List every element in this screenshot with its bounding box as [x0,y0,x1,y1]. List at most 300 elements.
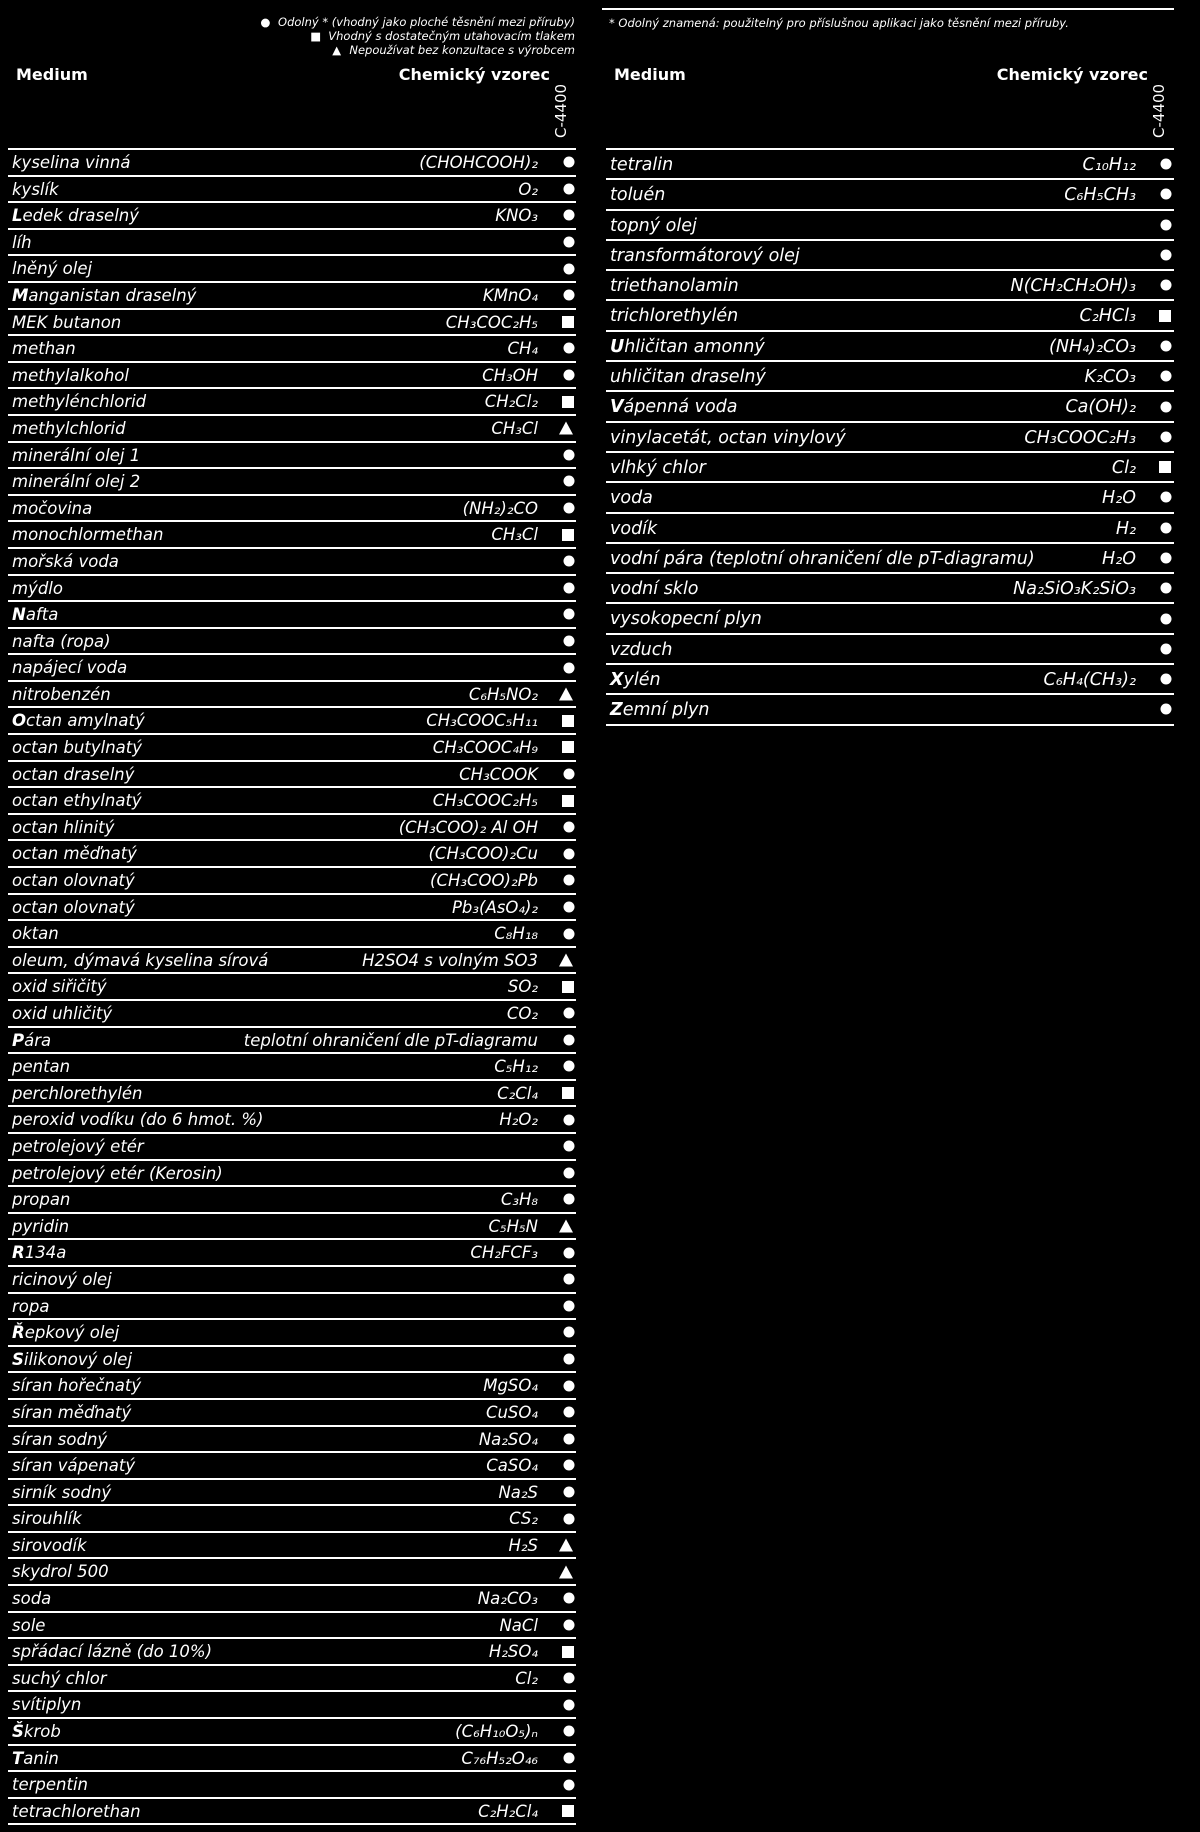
suitable-square-icon [562,795,574,807]
chemical-formula: SO₂ [507,977,538,997]
chemical-formula: C₂Cl₄ [497,1083,538,1103]
medium-name [12,1134,144,1160]
chemical-formula: H₂O [1102,548,1136,569]
medium-text: napájecí voda [12,658,128,678]
medium-text: hličitan amonný [624,336,765,357]
medium-text: toluén [610,185,666,206]
resistant-circle-icon [564,1433,575,1444]
medium-text: petrolejový etér (Kerosin) [12,1163,223,1183]
table-row [606,695,1174,725]
suitable-square-icon [562,396,574,408]
table-row [8,1772,576,1799]
circle-icon [564,210,575,221]
medium-name [610,362,766,392]
initial-letter: T [12,1748,24,1768]
medium-text: octan olovnatý [12,871,135,891]
table-row [8,895,576,922]
medium-name [12,1347,132,1373]
initial-letter: N [12,605,26,625]
medium-text: peroxid vodíku (do 6 hmot. %) [12,1110,264,1130]
medium-text: sole [12,1615,46,1635]
medium-text: tetralin [610,155,674,175]
square-icon [562,795,574,807]
consult-triangle-icon [559,1565,573,1578]
medium-name [12,389,146,415]
table-row [606,635,1174,665]
table-row [8,416,576,443]
chemical-formula: CH₃COOK [459,764,538,784]
medium-text: octan hlinitý [12,817,115,837]
circle-icon [564,556,575,567]
circle-icon [564,1034,575,1045]
resistant-circle-icon [564,1673,575,1684]
medium-text: anin [23,1748,59,1768]
medium-name [12,1161,223,1187]
medium-name [610,332,765,362]
chemical-formula: CH₃OH [482,365,538,385]
table-row [606,332,1174,362]
table-row [606,211,1174,241]
chemical-formula: Na₂SiO₃K₂SiO₃ [1013,579,1136,600]
initial-letter: Z [610,700,623,721]
medium-text: ápenná voda [623,397,738,418]
table-row [8,1373,576,1400]
chemical-formula: (C₆H₁₀O₅)ₙ [455,1722,538,1742]
legend-item [140,43,575,57]
medium-name [12,655,127,681]
triangle-icon [559,688,573,701]
circle-icon [564,848,575,859]
medium-name [610,453,706,483]
table-row [606,574,1174,604]
resistant-circle-icon [564,370,575,381]
table-row [8,1054,576,1081]
medium-name [12,1506,82,1532]
medium-name [12,1799,141,1825]
medium-text: soda [12,1589,52,1609]
medium-name [12,283,196,309]
resistant-circle-icon [564,1779,575,1790]
medium-name [610,150,673,180]
medium-text: kyslík [12,179,59,199]
triangle-icon [559,1565,573,1578]
medium-text: monochlormethan [12,525,164,545]
table-row [8,389,576,416]
medium-name [12,1294,49,1320]
resistant-circle-icon [564,928,575,939]
initial-letter: V [610,397,624,418]
suitable-square-icon [1159,461,1171,473]
resistant-circle-icon [1161,189,1172,200]
resistant-circle-icon [564,662,575,673]
consult-triangle-icon [559,954,573,967]
medium-name [12,1480,111,1506]
circle-icon [564,1619,575,1630]
square-icon [562,715,574,727]
medium-name [12,1453,135,1479]
medium-name [12,1001,112,1027]
table-row [8,336,576,363]
circle-icon [564,1699,575,1710]
circle-icon [564,1167,575,1178]
medium-text: epkový olej [24,1323,120,1343]
medium-name [12,1373,141,1399]
header-medium: Medium [16,65,88,84]
resistant-circle-icon [564,1114,575,1125]
initial-letter: R [12,1243,25,1263]
medium-name [12,868,135,894]
resistant-circle-icon [564,1486,575,1497]
left-table [8,62,576,1825]
medium-text: octan olovnatý [12,897,135,917]
resistant-circle-icon [564,183,575,194]
medium-text: propan [12,1190,71,1210]
medium-name [12,443,140,469]
table-row [8,735,576,762]
medium-text: edek draselný [22,206,140,226]
table-row [8,1240,576,1267]
medium-text: MEK butanon [12,312,122,332]
square-icon [1159,461,1171,473]
medium-text: oleum, dýmavá kyselina sírová [12,950,269,970]
table-row [8,549,576,576]
chemical-formula: CS₂ [509,1509,538,1529]
resistant-circle-icon [564,503,575,514]
medium-name [12,948,268,974]
chemical-formula: NaCl [499,1615,538,1635]
chemical-formula: H₂SO₄ [488,1642,538,1662]
medium-name [12,921,59,947]
medium-text: nitrobenzén [12,684,111,704]
medium-text: sirovodík [12,1535,87,1555]
medium-text: mořská voda [12,551,119,571]
left-rows [8,150,576,1825]
medium-text: triethanolamin [610,276,739,297]
circle-icon [564,901,575,912]
medium-text: ropa [12,1296,50,1316]
resistant-circle-icon [564,263,575,274]
chemical-formula: C₅H₁₂ [494,1057,538,1077]
table-row [8,762,576,789]
circle-icon [564,928,575,939]
table-row [606,392,1174,422]
resistant-circle-icon [564,1699,575,1710]
medium-text: síran sodný [12,1429,108,1449]
medium-text: ilikonový olej [23,1349,133,1369]
initial-letter: X [610,670,624,691]
medium-name [610,241,800,271]
triangle-icon: ▲ [332,43,342,57]
table-row [606,423,1174,453]
chemical-formula: CuSO₄ [485,1402,538,1422]
table-row [606,180,1174,210]
resistant-circle-icon [1161,613,1172,624]
medium-text: sirouhlík [12,1509,82,1529]
table-row [8,629,576,656]
initial-letter: S [12,1349,24,1369]
table-row [8,256,576,283]
table-row [606,514,1174,544]
chemical-formula: CH₃COOC₄H₉ [432,738,538,758]
circle-icon [564,1779,575,1790]
medium-name [610,665,661,695]
table-row [8,1400,576,1427]
resistant-circle-icon [564,556,575,567]
medium-text: vysokopecní plyn [610,609,762,630]
medium-text: minerální olej 2 [12,472,141,492]
table-row [8,203,576,230]
circle-icon [564,1327,575,1338]
medium-name [12,1267,112,1293]
medium-name [12,150,130,176]
resistant-circle-icon [564,343,575,354]
table-row [8,921,576,948]
resistant-circle-icon [1161,431,1172,442]
table-row [8,1692,576,1719]
consult-triangle-icon [559,1220,573,1233]
circle-icon [1161,280,1172,291]
medium-name [12,230,32,256]
medium-name [12,1427,107,1453]
initial-letter: Š [12,1722,24,1742]
table-row [8,1799,576,1826]
resistant-circle-icon [1161,340,1172,351]
chemical-formula: CH₄ [507,339,538,359]
table-row [8,283,576,310]
legend-text: Nepoužívat bez konzultace s výrobcem [349,43,575,57]
header-formula: Chemický vzorec [398,65,550,84]
medium-name [610,392,738,422]
chemical-formula: C₂H₂Cl₄ [478,1801,538,1821]
square-icon [562,981,574,993]
circle-icon [564,476,575,487]
resistant-circle-icon [564,1354,575,1365]
medium-name [610,544,1035,574]
medium-name [12,735,142,761]
medium-text: voda [610,488,653,509]
table-row [8,1719,576,1746]
table-row [8,522,576,549]
medium-name [12,1187,70,1213]
circle-icon [564,1061,575,1072]
medium-text: vodík [610,518,658,539]
medium-name [12,1772,88,1798]
medium-text: líh [12,232,32,252]
header-product: C-4400 [551,83,570,139]
table-row [8,363,576,390]
medium-text: methylénchlorid [12,392,147,412]
circle-icon [1161,250,1172,261]
chemical-formula: C₂HCl₃ [1079,306,1136,327]
circle-icon [564,1486,575,1497]
table-row [606,241,1174,271]
medium-name [12,496,92,522]
table-row [8,841,576,868]
square-icon [562,1805,574,1817]
medium-text: pyridin [12,1216,70,1236]
triangle-icon [559,1539,573,1552]
medium-text: síran vápenatý [12,1456,136,1476]
medium-text: vodní sklo [610,579,699,600]
circle-icon [1161,643,1172,654]
resistant-circle-icon [564,449,575,460]
table-row [606,362,1174,392]
resistant-circle-icon [564,237,575,248]
triangle-icon [559,422,573,435]
medium-name [12,1400,131,1426]
medium-name [12,416,126,442]
medium-text: svítiplyn [12,1695,82,1715]
resistant-circle-icon [564,476,575,487]
medium-text: methylchlorid [12,418,126,438]
resistant-circle-icon [564,1327,575,1338]
table-row [8,1480,576,1507]
chemical-formula: CH₃COOC₂H₅ [432,791,538,811]
medium-name [12,682,111,708]
legend-item [140,29,575,43]
suitable-square-icon [562,1087,574,1099]
circle-icon [564,609,575,620]
triangle-icon [559,1220,573,1233]
resistant-circle-icon [1161,371,1172,382]
chemical-formula: (NH₄)₂CO₃ [1049,336,1136,357]
medium-text: oxid siřičitý [12,977,107,997]
table-row [8,1746,576,1773]
chemical-formula: teplotní ohraničení dle pT-diagramu [243,1030,538,1050]
circle-icon [564,237,575,248]
medium-name [610,271,739,301]
medium-name [12,576,63,602]
chemical-formula: H₂O₂ [499,1110,538,1130]
circle-icon [564,582,575,593]
medium-text: močovina [12,498,93,518]
medium-name [12,1719,61,1745]
medium-name [610,483,653,513]
circle-icon [564,1407,575,1418]
triangle-icon [559,954,573,967]
header-product: C-4400 [1149,83,1168,139]
resistant-circle-icon [1161,219,1172,230]
chemical-formula: CH₃Cl [491,525,538,545]
table-row [8,1028,576,1055]
chemical-formula: Cl₂ [515,1668,538,1688]
initial-letter: U [610,336,625,357]
initial-letter: Ř [12,1323,25,1343]
resistant-circle-icon [564,1726,575,1737]
medium-text: afta [25,605,59,625]
table-row [8,1666,576,1693]
resistant-circle-icon [564,1247,575,1258]
medium-name [610,574,699,604]
medium-name [610,423,846,453]
resistant-circle-icon [564,1300,575,1311]
table-row [606,483,1174,513]
chemical-formula: C₃H₈ [500,1190,538,1210]
square-icon [562,1087,574,1099]
medium-text: vinylacetát, octan vinylový [610,427,846,448]
table-row [8,1613,576,1640]
medium-text: topný olej [610,215,697,236]
resistant-circle-icon [564,901,575,912]
resistant-circle-icon [564,1752,575,1763]
table-row [8,1081,576,1108]
circle-icon [1161,401,1172,412]
medium-name [12,815,114,841]
medium-text: ára [24,1030,52,1050]
chemical-formula: C₆H₄(CH₃)₂ [1043,670,1136,691]
suitable-square-icon [562,1646,574,1658]
medium-name [12,1613,45,1639]
table-header [8,62,576,148]
medium-name [12,1533,87,1559]
table-row [8,1559,576,1586]
table-row [8,1001,576,1028]
legend-item [140,15,575,29]
initial-letter: M [12,285,29,305]
circle-icon [1161,583,1172,594]
table-row [8,1533,576,1560]
medium-text: octan měďnatý [12,844,137,864]
medium-text: octan butylnatý [12,738,143,758]
table-row [8,1134,576,1161]
medium-text: vodní pára (teplotní ohraničení dle pT-diagramu) [610,548,1035,569]
medium-name [12,974,107,1000]
medium-name [12,1081,142,1107]
circle-icon [564,1300,575,1311]
circle-icon [1161,553,1172,564]
table-row [606,665,1174,695]
table-row [8,1187,576,1214]
medium-name [12,1054,70,1080]
circle-icon [564,1354,575,1365]
square-icon: ■ [310,29,322,43]
medium-text: vlhký chlor [610,457,706,478]
chemical-formula: CH₃COOC₅H₁₁ [426,711,538,731]
medium-name [12,708,145,734]
medium-text: octan ethylnatý [12,791,142,811]
table-row [8,1214,576,1241]
chemical-formula: C₆H₅CH₃ [1064,185,1136,206]
circle-icon [564,263,575,274]
medium-text: emní plyn [622,700,710,721]
medium-text: vzduch [610,639,673,660]
circle-icon [1161,340,1172,351]
chemical-formula: H2SO4 s volným SO3 [362,950,538,970]
chemical-formula: H₂ [1115,518,1136,539]
medium-name [12,1240,66,1266]
table-row [8,1506,576,1533]
medium-name [12,203,139,229]
table-row [8,1427,576,1454]
resistant-circle-icon [564,1061,575,1072]
medium-text: nafta (ropa) [12,631,111,651]
suitable-square-icon [562,741,574,753]
medium-name [610,514,657,544]
table-row [8,1294,576,1321]
medium-text: pentan [12,1057,71,1077]
top-rule [602,8,1174,10]
resistant-circle-icon [564,1619,575,1630]
medium-name [12,549,119,575]
chemical-formula: Pb₃(AsO₄)₂ [451,897,538,917]
resistant-circle-icon [564,290,575,301]
medium-name [12,310,121,336]
medium-text: 134a [24,1243,67,1263]
consult-triangle-icon [559,1539,573,1552]
suitable-square-icon [562,1805,574,1817]
table-row [606,544,1174,574]
chemical-formula: CaSO₄ [486,1456,538,1476]
